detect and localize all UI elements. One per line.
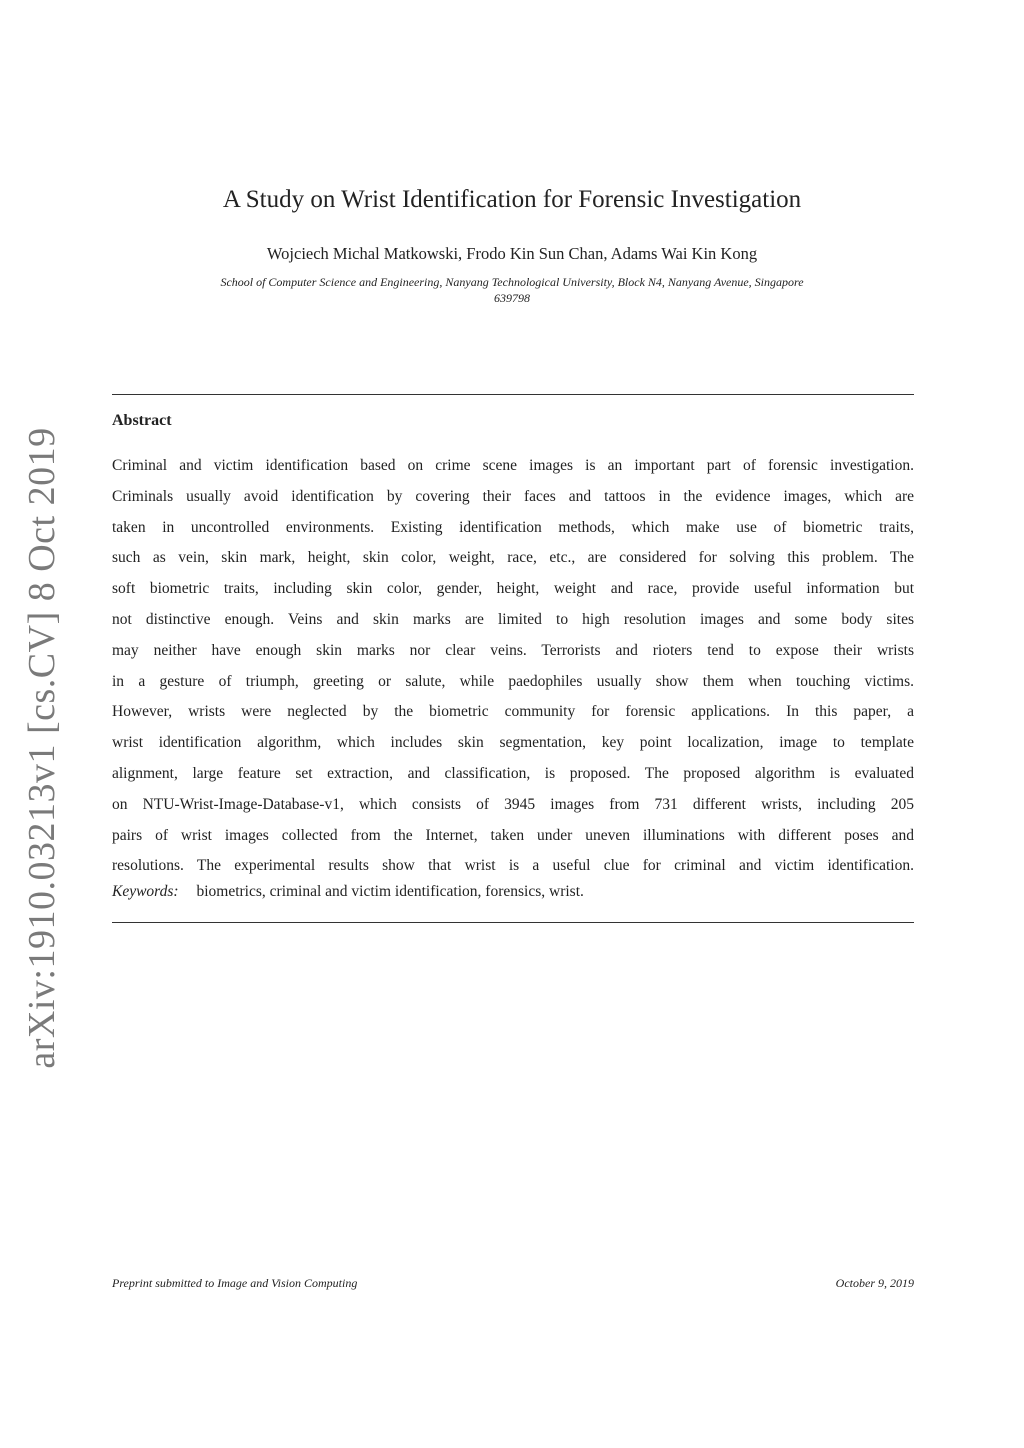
footer-date: October 9, 2019 bbox=[835, 1276, 914, 1290]
abstract-line: alignment, large feature set extraction, and classification, is proposed. The proposed algorithm is evaluated bbox=[112, 764, 914, 782]
abstract-line: soft biometric traits, including skin color, gender, height, weight and race, provide useful information but bbox=[112, 580, 914, 598]
abstract-body bbox=[112, 451, 914, 882]
abstract-line: resolutions. The experimental results show that wrist is a useful clue for criminal and victim identification. bbox=[112, 857, 914, 875]
abstract-line: pairs of wrist images collected from the Internet, taken under uneven illuminations with different poses and bbox=[112, 826, 914, 844]
abstract-line: not distinctive enough. Veins and skin marks are limited to high resolution images and some body sites bbox=[112, 610, 914, 628]
author-list: Wojciech Michal Matkowski, Frodo Kin Sun Chan, Adams Wai Kin Kong bbox=[266, 244, 758, 263]
affiliation-line-2: 639798 bbox=[494, 291, 530, 305]
abstract-line: such as vein, skin mark, height, skin color, weight, race, etc., are considered for solving this problem. The bbox=[112, 549, 914, 567]
abstract-line: However, wrists were neglected by the biometric community for forensic applications. In this paper, a bbox=[112, 703, 914, 721]
top-divider bbox=[112, 394, 914, 395]
keywords-block bbox=[112, 883, 914, 901]
abstract-line: Criminal and victim identification based on crime scene images is an important part of forensic investigation. bbox=[112, 457, 914, 474]
abstract-line: may neither have enough skin marks nor clear veins. Terrorists and rioters tend to expose their wrists bbox=[112, 641, 914, 659]
abstract-heading: Abstract bbox=[112, 412, 172, 429]
keywords-text: biometrics, criminal and victim identification, forensics, wrist. bbox=[196, 883, 584, 900]
abstract-line: in a gesture of triumph, greeting or salute, while paedophiles usually show them when touching victims. bbox=[112, 672, 914, 690]
keywords-label: Keywords: bbox=[112, 883, 179, 900]
affiliation-line-1: School of Computer Science and Engineering, Nanyang Technological University, Block N4, Nanyang Avenue, Singapore bbox=[220, 275, 804, 289]
author-affiliation bbox=[112, 274, 912, 306]
abstract-line: taken in uncontrolled environments. Existing identification methods, which make use of biometric traits, bbox=[112, 518, 914, 536]
paper-title: A Study on Wrist Identification for Forensic Investigation bbox=[222, 186, 802, 213]
preprint-note: Preprint submitted to Image and Vision Computing bbox=[112, 1276, 358, 1290]
bottom-divider bbox=[112, 922, 914, 923]
abstract-line: on NTU-Wrist-Image-Database-v1, which consists of 3945 images from 731 different wrists, including 205 bbox=[112, 795, 914, 813]
arxiv-identifier-stamp: arXiv:1910.03213v1 [cs.CV] 8 Oct 2019 bbox=[21, 427, 63, 1069]
abstract-line: Criminals usually avoid identification by covering their faces and tattoos in the evidence images, which are bbox=[112, 487, 914, 505]
abstract-line: wrist identification algorithm, which includes skin segmentation, key point localization, image to template bbox=[112, 734, 914, 752]
